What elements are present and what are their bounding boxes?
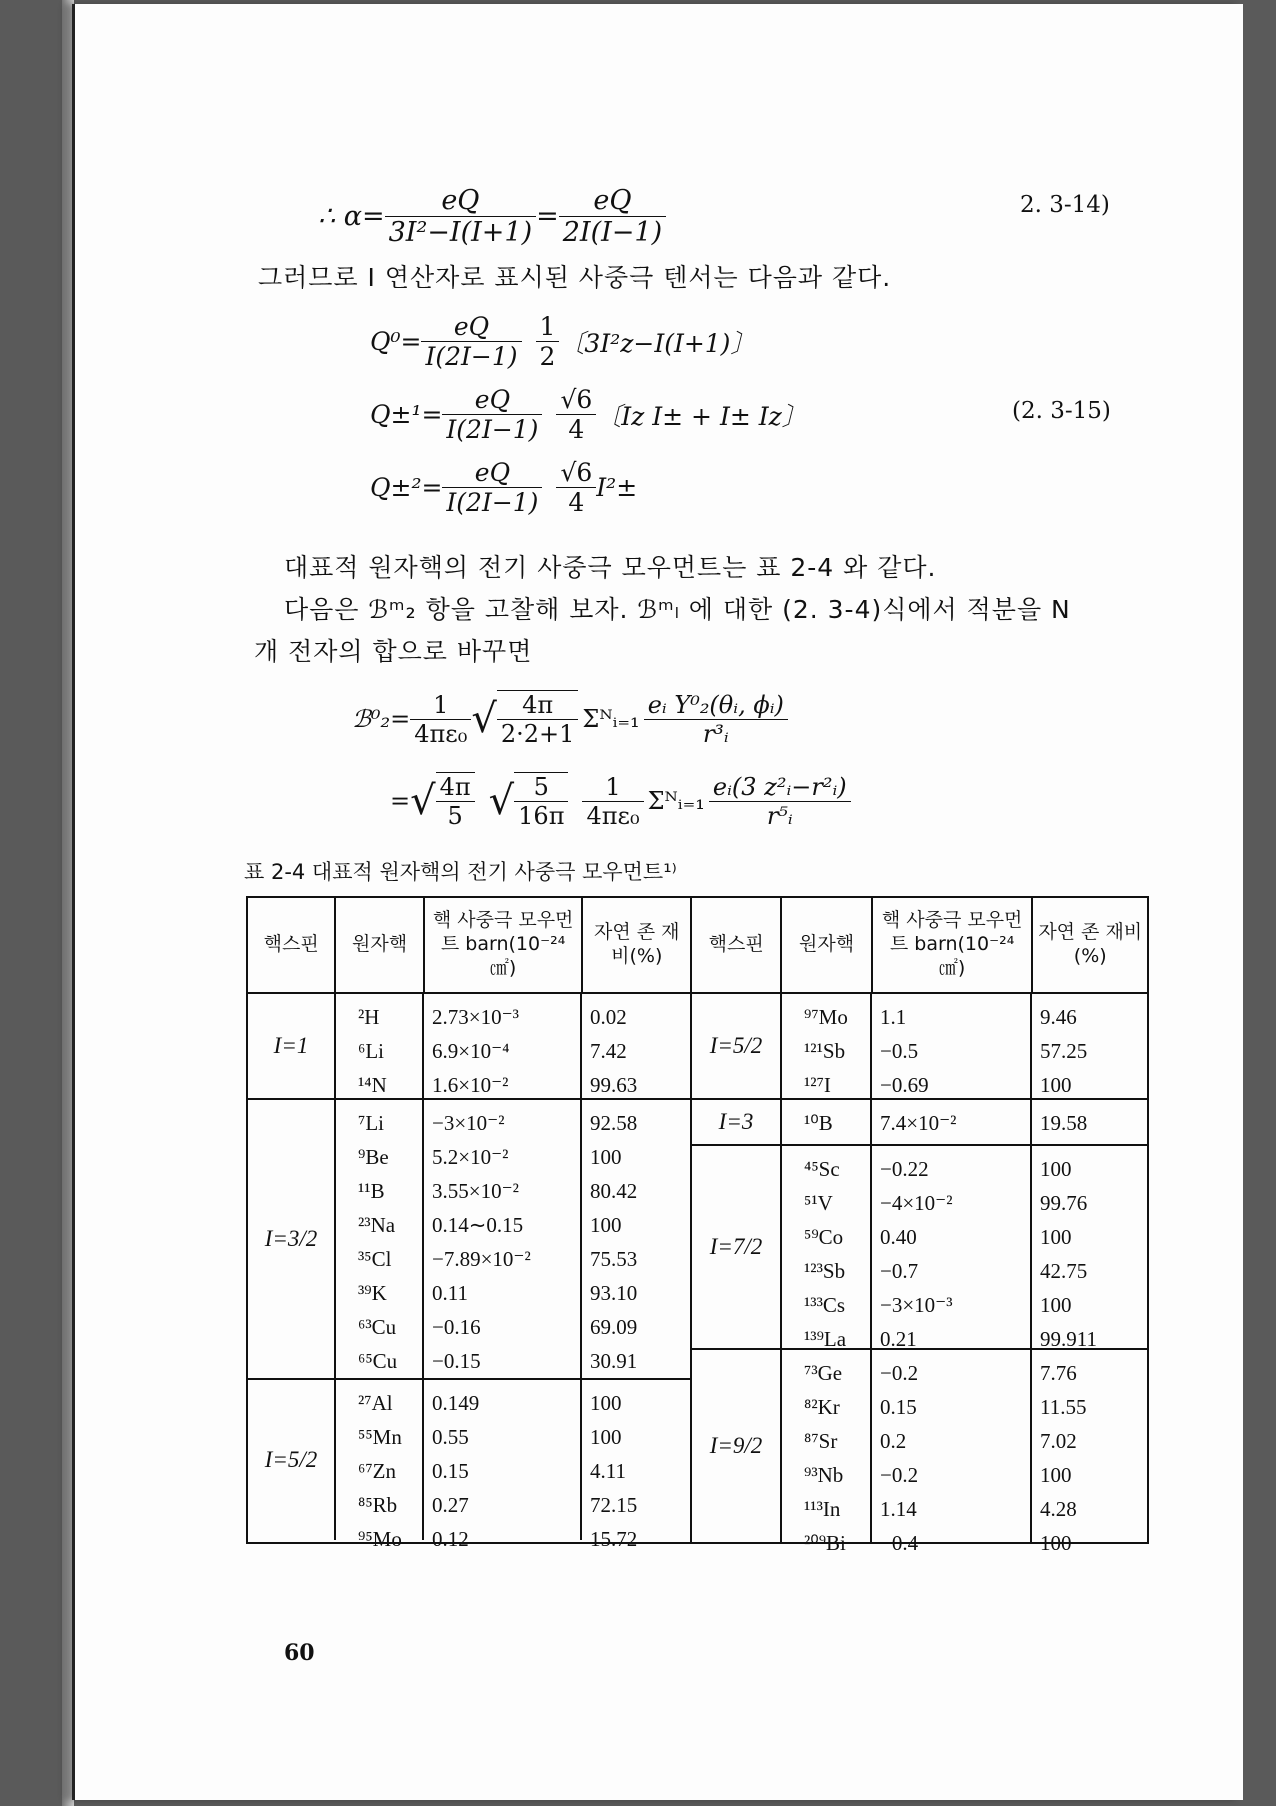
q2-den: I(2I−1) (446, 488, 539, 517)
b20b-sum: Σᴺᵢ₌₁ (647, 787, 705, 815)
header-spin-left: 핵스핀 (247, 897, 335, 993)
nucleus-cell: ⁹³Nb (804, 1463, 844, 1487)
moment-cell: 0.21 (880, 1327, 917, 1351)
right-nuclei-column (782, 1146, 872, 1351)
moment-cell: −4×10⁻² (880, 1191, 953, 1215)
left-group-0 (248, 994, 690, 1098)
moment-cell: 3.55×10⁻² (432, 1179, 519, 1203)
b20b-root-1 (436, 772, 475, 830)
moment-cell: 7.4×10⁻² (880, 1111, 957, 1135)
paragraph-1: 대표적 원자핵의 전기 사중극 모우먼트는 표 2-4 와 같다. (284, 553, 937, 582)
nucleus-cell: ¹²⁷I (804, 1073, 831, 1097)
equation-b20-expanded (390, 772, 851, 830)
abundance-cell: 100 (1040, 1157, 1072, 1181)
b20-sqrt-den: 2·2+1 (500, 720, 575, 748)
abundance-cell: 100 (590, 1145, 622, 1169)
nucleus-cell: ⁵⁵Mn (358, 1425, 402, 1449)
q0-fraction (421, 312, 521, 371)
table-header-row (247, 897, 1148, 993)
right-nuclei-column (782, 1350, 872, 1555)
abundance-cell: 30.91 (590, 1349, 638, 1373)
nucleus-cell: ⁹⁵Mo (358, 1527, 402, 1551)
table-caption: 표 2-4 대표적 원자핵의 전기 사중극 모우먼트¹⁾ (244, 860, 677, 884)
eq14-equals: = (536, 201, 559, 232)
right-moments-column (872, 1350, 1032, 1555)
q2-num: eQ (442, 458, 542, 488)
nucleus-cell: ¹³⁹La (804, 1327, 847, 1351)
q1-coef-den: 4 (568, 415, 585, 444)
nucleus-cell: ²⁰⁹Bi (804, 1531, 846, 1555)
abundance-cell: 75.53 (590, 1247, 638, 1271)
nuclear-spin-label (248, 1100, 336, 1378)
eq14-prefix: ∴ α= (318, 201, 385, 232)
abundance-cell: 92.58 (590, 1111, 638, 1135)
right-group-2 (692, 1144, 1147, 1351)
moment-cell: −0.5 (880, 1039, 919, 1063)
moment-cell: −7.89×10⁻² (432, 1247, 531, 1271)
b20b-r2-den: 16π (518, 802, 565, 830)
q0-coef-den: 2 (539, 342, 556, 371)
abundance-cell: 100 (590, 1425, 622, 1449)
spin-value: I=7/2 (709, 1234, 763, 1259)
abundance-cell: 99.76 (1040, 1191, 1088, 1215)
nucleus-cell: ⁶⁷Zn (358, 1459, 396, 1483)
spin-value: I=3/2 (264, 1226, 318, 1251)
q0-num: eQ (421, 312, 521, 342)
moment-cell: −3×10⁻² (432, 1111, 505, 1135)
equation-b20 (352, 690, 788, 748)
nuclear-spin-label (248, 994, 336, 1098)
abundance-cell: 57.25 (1040, 1039, 1088, 1063)
quadrupole-moment-table (246, 896, 1149, 1555)
nucleus-cell: ⁸⁵Rb (358, 1493, 398, 1517)
b20b-sum-fraction (709, 773, 851, 830)
b20b-r2-num: 5 (514, 773, 568, 802)
paragraph-2b: 개 전자의 합으로 바꾸면 (254, 637, 533, 666)
nucleus-cell: ⁷³Ge (804, 1361, 843, 1385)
moment-cell: 0.27 (432, 1493, 469, 1517)
nucleus-cell: ⁹⁷Mo (804, 1005, 848, 1029)
text-line-1: 그러므로 I 연산자로 표시된 사중극 텐서는 다음과 같다. (258, 263, 892, 292)
right-nuclei-column (782, 994, 872, 1098)
moment-cell: −0.2 (880, 1361, 919, 1385)
equation-label-2-3-14: 2. 3-14) (1020, 192, 1110, 218)
b20b-s-num: eᵢ(3 z²ᵢ−r²ᵢ) (709, 773, 851, 802)
abundance-cell: 100 (1040, 1531, 1072, 1555)
abundance-cell: 100 (590, 1391, 622, 1415)
moment-cell: 0.40 (880, 1225, 917, 1249)
nuclear-spin-label (692, 994, 782, 1098)
header-nucleus-right: 원자핵 (781, 897, 871, 993)
q1-den: I(2I−1) (446, 415, 539, 444)
left-abund-column (582, 1100, 690, 1378)
b20-const (410, 691, 471, 748)
nuclear-spin-label (248, 1380, 336, 1540)
right-moments-column (872, 1100, 1032, 1144)
sqrt-icon: √ (410, 778, 436, 824)
b20-sum-fraction (644, 691, 788, 748)
eq14-den2: 2I(I−1) (562, 217, 663, 248)
q0-rest: 〔3I²z−I(I+1)〕 (559, 328, 756, 358)
moment-cell: −0.69 (880, 1073, 929, 1097)
eq14-fraction-2 (559, 185, 666, 248)
left-abund-column (582, 994, 690, 1098)
q0-coef-num: 1 (536, 312, 560, 342)
right-abund-column (1032, 1100, 1147, 1144)
moment-cell: −0.2 (880, 1463, 919, 1487)
table-body-row (247, 993, 1148, 1543)
spin-value: I=9/2 (709, 1433, 763, 1458)
b20b-root-2 (514, 772, 568, 830)
left-moments-column (424, 1100, 582, 1378)
b20-s-num: eᵢ Y⁰₂(θᵢ, ϕᵢ) (644, 691, 788, 720)
right-moments-column (872, 1146, 1032, 1351)
left-group-1 (248, 1098, 690, 1378)
q1-fraction (442, 385, 542, 444)
q2-coef-num: √6 (556, 458, 596, 488)
abundance-cell: 11.55 (1040, 1395, 1087, 1419)
right-abund-column (1032, 994, 1147, 1098)
right-group-1 (692, 1098, 1147, 1144)
abundance-cell: 72.15 (590, 1493, 638, 1517)
moment-cell: 5.2×10⁻² (432, 1145, 509, 1169)
nucleus-cell: ⁶⁵Cu (358, 1349, 398, 1373)
eq14-fraction-1 (385, 185, 537, 248)
b20b-r1-num: 4π (436, 773, 475, 802)
b20b-lhs: = (390, 787, 411, 815)
abundance-cell: 99.911 (1040, 1327, 1097, 1351)
left-group-2 (248, 1378, 690, 1551)
b20-s-den: r³ᵢ (702, 719, 729, 748)
q2-fraction (442, 458, 542, 517)
q1-coef (556, 385, 596, 444)
abundance-cell: 99.63 (590, 1073, 638, 1097)
b20b-const (582, 773, 643, 830)
nuclear-spin-label (692, 1350, 782, 1542)
abundance-cell: 100 (1040, 1463, 1072, 1487)
abundance-cell: 80.42 (590, 1179, 638, 1203)
moment-cell: 0.14∼0.15 (432, 1213, 524, 1237)
moment-cell: 0.55 (432, 1425, 469, 1449)
moment-cell: 1.6×10⁻² (432, 1073, 509, 1097)
header-abundance-left: 자연 존 재비(%) (582, 897, 691, 993)
spin-value: I=5/2 (264, 1447, 318, 1472)
nucleus-cell: ⁹Be (358, 1145, 389, 1169)
moment-cell: 1.14 (880, 1497, 917, 1521)
moment-cell: 0.15 (880, 1395, 917, 1419)
abundance-cell: 7.42 (590, 1039, 627, 1063)
b20b-s-den: r⁵ᵢ (766, 801, 793, 830)
q1-coef-num: √6 (556, 385, 596, 415)
b20-sqrt-num: 4π (497, 691, 579, 720)
nucleus-cell: ¹²³Sb (804, 1259, 846, 1283)
moment-cell: −0.15 (432, 1349, 481, 1373)
q2-coef (556, 458, 596, 517)
q1-lhs: Q±¹= (370, 400, 443, 429)
b20b-c-den: 4πε₀ (586, 801, 640, 830)
abundance-cell: 100 (1040, 1225, 1072, 1249)
right-group-3 (692, 1348, 1147, 1555)
right-abund-column (1032, 1350, 1147, 1555)
q2-rest: I²± (596, 473, 638, 502)
sqrt-icon: √ (471, 696, 497, 742)
left-nuclei-column (336, 1380, 424, 1551)
nucleus-cell: ⁵¹V (804, 1191, 833, 1215)
abundance-cell: 100 (1040, 1073, 1072, 1097)
spin-value: I=5/2 (709, 1033, 763, 1058)
abundance-cell: 7.76 (1040, 1361, 1077, 1385)
abundance-cell: 42.75 (1040, 1259, 1088, 1283)
abundance-cell: 15.72 (590, 1527, 638, 1551)
abundance-cell: 19.58 (1040, 1111, 1088, 1135)
moment-cell: −0.4 (880, 1531, 919, 1555)
spin-value: I=3 (718, 1109, 754, 1134)
eq14-den1: 3I²−I(I+1) (388, 217, 533, 248)
b20b-r1-den: 5 (447, 802, 463, 830)
moment-cell: −0.7 (880, 1259, 919, 1283)
b20-c-num: 1 (410, 691, 471, 720)
q1-num: eQ (442, 385, 542, 415)
nucleus-cell: ²⁷Al (358, 1391, 393, 1415)
eq14-num1: eQ (385, 185, 537, 217)
moment-cell: 1.1 (880, 1005, 907, 1029)
q0-den: I(2I−1) (425, 342, 518, 371)
nucleus-cell: ²³Na (358, 1213, 396, 1237)
q2-lhs: Q±²= (370, 473, 443, 502)
moment-cell: 0.11 (432, 1281, 468, 1305)
left-moments-column (424, 1380, 582, 1551)
right-nuclei-column (782, 1100, 872, 1144)
nucleus-cell: ⁶³Cu (358, 1315, 397, 1339)
abundance-cell: 4.28 (1040, 1497, 1077, 1521)
equation-q0 (370, 312, 755, 371)
moment-cell: 0.15 (432, 1459, 469, 1483)
moment-cell: −0.22 (880, 1157, 929, 1181)
nucleus-cell: ⁶Li (358, 1039, 384, 1063)
abundance-cell: 7.02 (1040, 1429, 1077, 1453)
eq14-num2: eQ (559, 185, 666, 217)
spin-value: I=1 (273, 1033, 309, 1058)
abundance-cell: 100 (590, 1213, 622, 1237)
b20-sum: Σᴺᵢ₌₁ (582, 705, 640, 733)
q0-lhs: Q⁰= (370, 327, 422, 356)
right-groups (692, 994, 1147, 1555)
nuclear-spin-label (692, 1100, 782, 1144)
right-moments-column (872, 994, 1032, 1098)
left-moments-column (424, 994, 582, 1098)
left-groups (248, 994, 690, 1551)
nucleus-cell: ¹²¹Sb (804, 1039, 846, 1063)
b20b-c-num: 1 (582, 773, 643, 802)
moment-cell: 2.73×10⁻³ (432, 1005, 519, 1029)
left-nuclei-column (336, 994, 424, 1098)
right-half (691, 993, 1148, 1555)
nucleus-cell: ¹⁴N (358, 1073, 387, 1097)
nucleus-cell: ⁴⁵Sc (804, 1157, 840, 1181)
header-moment-right: 핵 사중극 모우먼트 barn(10⁻²⁴㎠) (872, 897, 1033, 993)
moment-cell: 6.9×10⁻⁴ (432, 1039, 510, 1063)
nucleus-cell: ⁷Li (358, 1111, 384, 1135)
right-group-0 (692, 994, 1147, 1098)
abundance-cell: 93.10 (590, 1281, 638, 1305)
moment-cell: 0.2 (880, 1429, 907, 1453)
moment-cell: 0.12 (432, 1527, 469, 1551)
header-spin-right: 핵스핀 (691, 897, 781, 993)
b20-c-den: 4πε₀ (414, 719, 468, 748)
moment-cell: −0.16 (432, 1315, 481, 1339)
nucleus-cell: ⁸⁷Sr (804, 1429, 838, 1453)
nucleus-cell: ¹³³Cs (804, 1293, 846, 1317)
header-abundance-right: 자연 존 재비(%) (1032, 897, 1148, 993)
b20-lhs: ℬ⁰₂= (352, 705, 411, 733)
left-half (247, 993, 691, 1551)
q2-coef-den: 4 (568, 488, 585, 517)
header-nucleus-left: 원자핵 (335, 897, 423, 993)
abundance-cell: 69.09 (590, 1315, 638, 1339)
nucleus-cell: ²H (358, 1005, 380, 1029)
nucleus-cell: ¹¹³In (804, 1497, 841, 1521)
nucleus-cell: ⁵⁹Co (804, 1225, 844, 1249)
equation-q2 (370, 458, 637, 517)
b20-sqrt (497, 690, 579, 748)
sqrt-icon: √ (488, 778, 515, 824)
right-abund-column (1032, 1146, 1147, 1351)
nucleus-cell: ³⁵Cl (358, 1247, 392, 1271)
moment-cell: −3×10⁻³ (880, 1293, 953, 1317)
equation-2-3-14 (318, 185, 666, 248)
equation-label-2-3-15: (2. 3-15) (1012, 398, 1111, 424)
abundance-cell: 9.46 (1040, 1005, 1077, 1029)
nucleus-cell: ³⁹K (358, 1281, 387, 1305)
abundance-cell: 4.11 (590, 1459, 626, 1483)
q1-rest: 〔Iz I± + I± Iz〕 (596, 401, 807, 431)
moment-cell: 0.149 (432, 1391, 480, 1415)
nuclear-spin-label (692, 1146, 782, 1348)
page-number: 60 (284, 1640, 315, 1666)
abundance-cell: 100 (1040, 1293, 1072, 1317)
q0-coef (536, 312, 560, 371)
left-nuclei-column (336, 1100, 424, 1378)
nucleus-cell: ⁸²Kr (804, 1395, 840, 1419)
header-moment-left: 핵 사중극 모우먼트 barn(10⁻²⁴㎠) (424, 897, 583, 993)
equation-q1 (370, 385, 807, 444)
nucleus-cell: ¹⁰B (804, 1111, 833, 1135)
nucleus-cell: ¹¹B (358, 1179, 385, 1203)
abundance-cell: 0.02 (590, 1005, 627, 1029)
paragraph-2a: 다음은 ℬᵐ₂ 항을 고찰해 보자. ℬᵐₗ 에 대한 (2. 3-4)식에서 적분을 N (284, 595, 1071, 624)
left-abund-column (582, 1380, 690, 1551)
